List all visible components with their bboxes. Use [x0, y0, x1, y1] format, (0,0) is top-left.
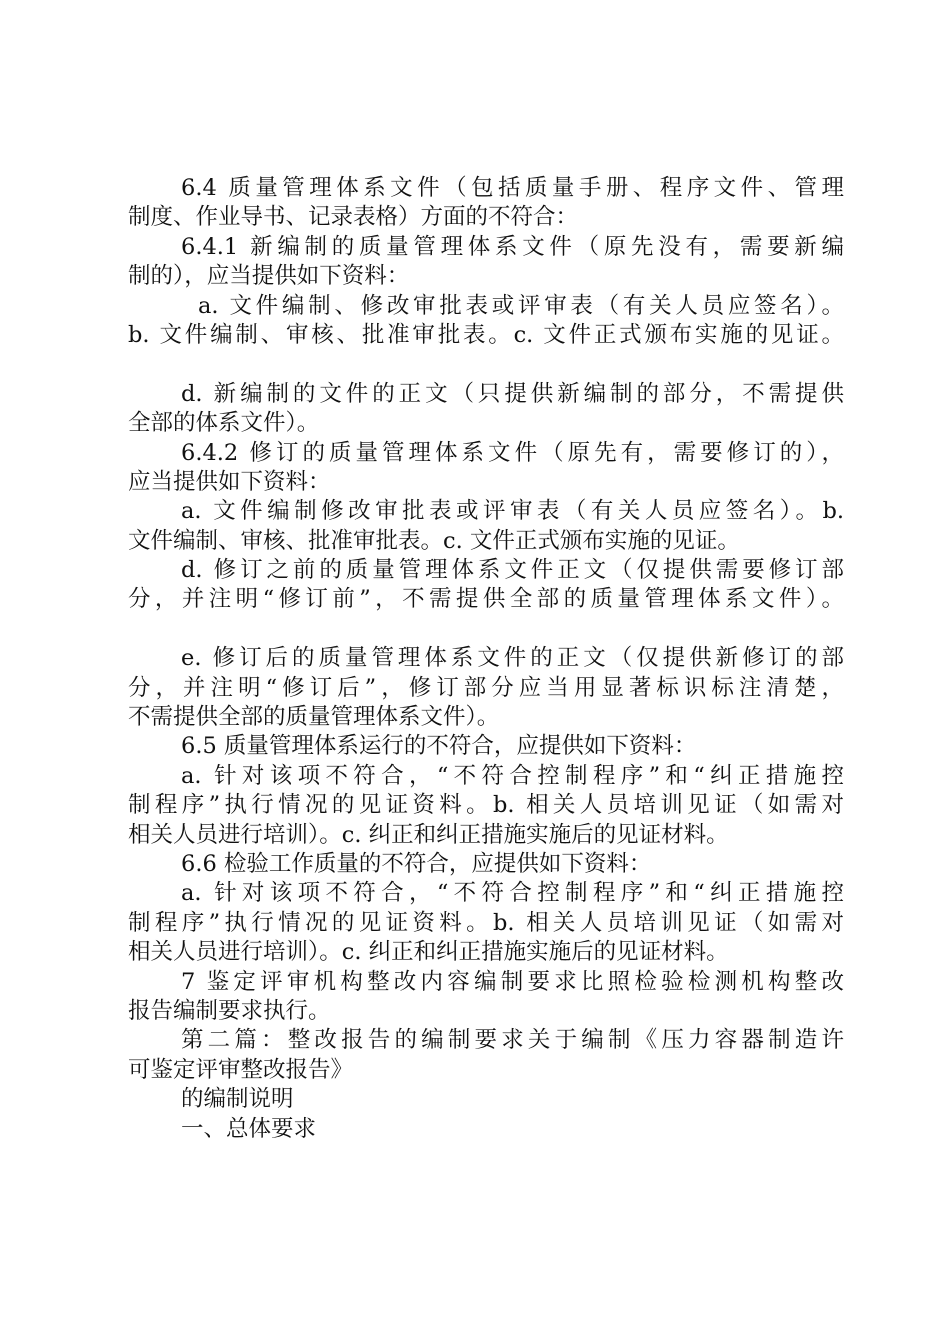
paragraph-line: a. 针对该项不符合，“不符合控制程序”和“纠正措施控	[181, 762, 844, 789]
paragraph-line: 应当提供如下资料：	[128, 468, 331, 495]
paragraph-line: 全部的体系文件）。	[128, 410, 320, 437]
paragraph-line: 第二篇：整改报告的编制要求关于编制《压力容器制造许	[181, 1027, 844, 1054]
paragraph-line: 制程序”执行情况的见证资料。b. 相关人员培训见证（如需对	[128, 792, 844, 819]
paragraph-line: 可鉴定评审整改报告》	[128, 1056, 354, 1083]
paragraph-line: 的编制说明	[181, 1086, 294, 1113]
paragraph-line: 相关人员进行培训）。c. 纠正和纠正措施实施后的见证材料。	[128, 939, 729, 966]
section-heading: 一、总体要求	[181, 1115, 317, 1142]
paragraph-line: a. 针对该项不符合，“不符合控制程序”和“纠正措施控	[181, 880, 844, 907]
paragraph-line: 文件编制、审核、批准审批表。c. 文件正式颁布实施的见证。	[128, 527, 740, 554]
paragraph-line: 6.4.1 新编制的质量管理体系文件（原先没有，需要新编	[181, 233, 844, 260]
paragraph-line: 分，并注明“修订后”，修订部分应当用显著标识标注清楚，	[128, 674, 844, 701]
paragraph-line: 报告编制要求执行。	[128, 997, 331, 1024]
blank-line	[128, 350, 844, 379]
paragraph-line: a. 文件编制修改审批表或评审表（有关人员应签名）。b.	[181, 498, 844, 525]
paragraph-line: 制程序”执行情况的见证资料。b. 相关人员培训见证（如需对	[128, 909, 844, 936]
paragraph-line: 制的），应当提供如下资料：	[128, 263, 410, 290]
paragraph-line: b. 文件编制、审核、批准审批表。c. 文件正式颁布实施的见证。	[128, 321, 844, 348]
paragraph-line: 6.6 检验工作质量的不符合，应提供如下资料：	[181, 850, 652, 877]
paragraph-line: d. 修订之前的质量管理体系文件正文（仅提供需要修订部	[181, 557, 844, 584]
paragraph-line: 分，并注明“修订前”，不需提供全部的质量管理体系文件）。	[128, 586, 844, 613]
paragraph-line: 不需提供全部的质量管理体系文件）。	[128, 704, 500, 731]
paragraph-line: d. 新编制的文件的正文（只提供新编制的部分，不需提供	[181, 380, 844, 407]
paragraph-line: 相关人员进行培训）。c. 纠正和纠正措施实施后的见证材料。	[128, 821, 729, 848]
blank-line	[128, 615, 844, 644]
paragraph-line: 制度、作业导书、记录表格）方面的不符合：	[128, 204, 579, 231]
document-body	[128, 174, 844, 1144]
paragraph-line: e. 修订后的质量管理体系文件的正文（仅提供新修订的部	[181, 645, 844, 672]
paragraph-line: 6.4.2 修订的质量管理体系文件（原先有，需要修订的），	[181, 439, 844, 466]
paragraph-line: 6.5 质量管理体系运行的不符合，应提供如下资料：	[181, 733, 697, 760]
paragraph-line: 6.4 质量管理体系文件（包括质量手册、程序文件、管理	[181, 175, 844, 201]
paragraph-line: a. 文件编制、修改审批表或评审表（有关人员应签名）。	[198, 292, 844, 319]
paragraph-line: 7 鉴定评审机构整改内容编制要求比照检验检测机构整改	[181, 968, 844, 995]
